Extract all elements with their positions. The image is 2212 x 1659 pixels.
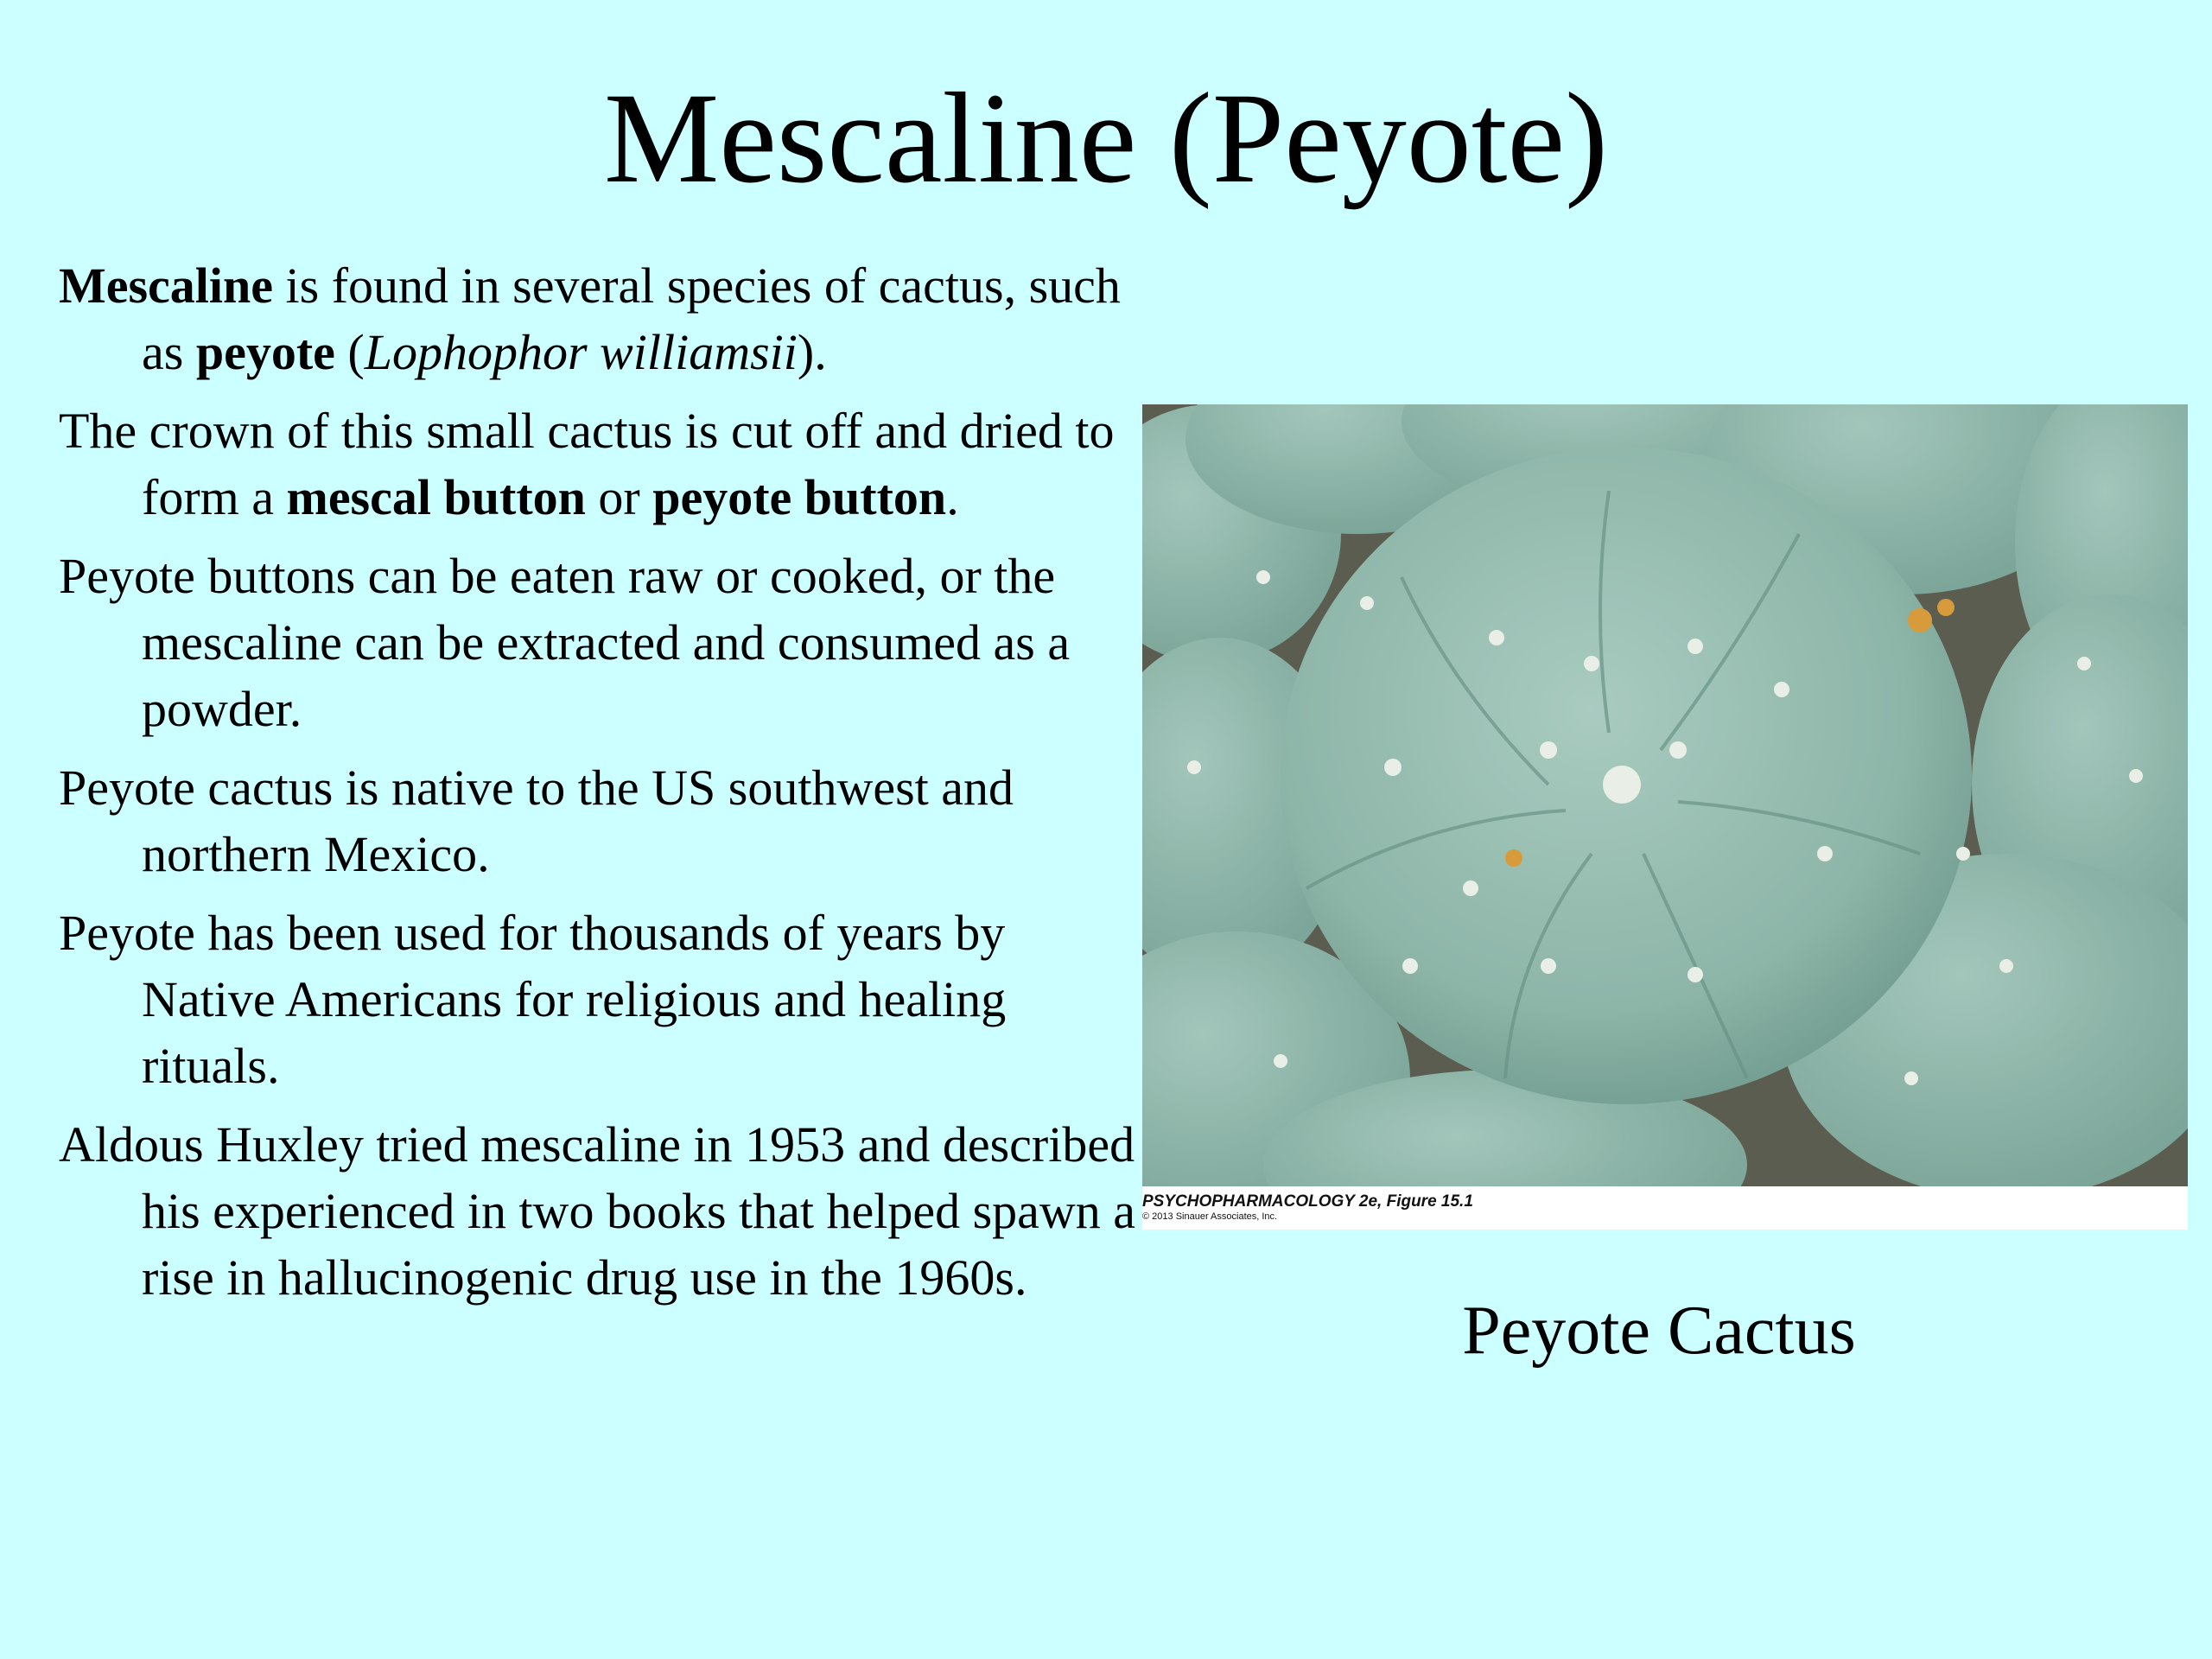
bullet-text: or [585, 469, 653, 525]
bullet-text: The crown of this small cactus is cut off and dried to form a [59, 403, 1115, 525]
bullet-text: Peyote buttons can be eaten raw or cooked, or the mescaline can be extracted and consumed as a powder. [59, 548, 1071, 737]
bullet-text: Lophophor williamsii [364, 324, 798, 380]
figure-caption: Peyote Cactus [1462, 1293, 1856, 1369]
slide-title: Mescaline (Peyote) [603, 67, 1609, 210]
bullet-text: Mescaline [59, 257, 274, 314]
bullet-text: Aldous Huxley tried mescaline in 1953 and described his experienced in two books that helped spawn a rise in hallucinogenic drug use in the 1960s. [59, 1116, 1136, 1306]
bullet-text: . [946, 469, 959, 525]
bullet-text: ( [334, 324, 365, 380]
bullet-text: ). [797, 324, 827, 380]
bullet-text: is found in several species of cactus, such as [142, 257, 1121, 380]
bullet-text: mescal button [286, 469, 586, 525]
bullet-item [59, 543, 1139, 742]
bullet-text: Peyote has been used for thousands of years by Native Americans for religious and healing rituals. [59, 905, 1007, 1094]
figure-credit-sub: © 2013 Sinauer Associates, Inc. [1142, 1211, 1278, 1222]
bullet-list [59, 252, 1139, 1323]
figure [1142, 404, 2188, 1230]
bullet-item [59, 397, 1139, 531]
peyote-cactus-photo [1142, 404, 2188, 1186]
bullet-text: peyote button [652, 469, 947, 525]
bullet-item [59, 1111, 1139, 1311]
bullet-text: peyote [195, 324, 335, 380]
bullet-item [59, 754, 1139, 887]
figure-credit [1142, 1192, 2188, 1223]
figure-credit-main: PSYCHOPHARMACOLOGY 2e, Figure 15.1 [1142, 1192, 1473, 1211]
bullet-text: Peyote cactus is native to the US southwest and northern Mexico. [59, 760, 1014, 882]
bullet-item [59, 899, 1139, 1099]
bullet-item [59, 252, 1139, 385]
